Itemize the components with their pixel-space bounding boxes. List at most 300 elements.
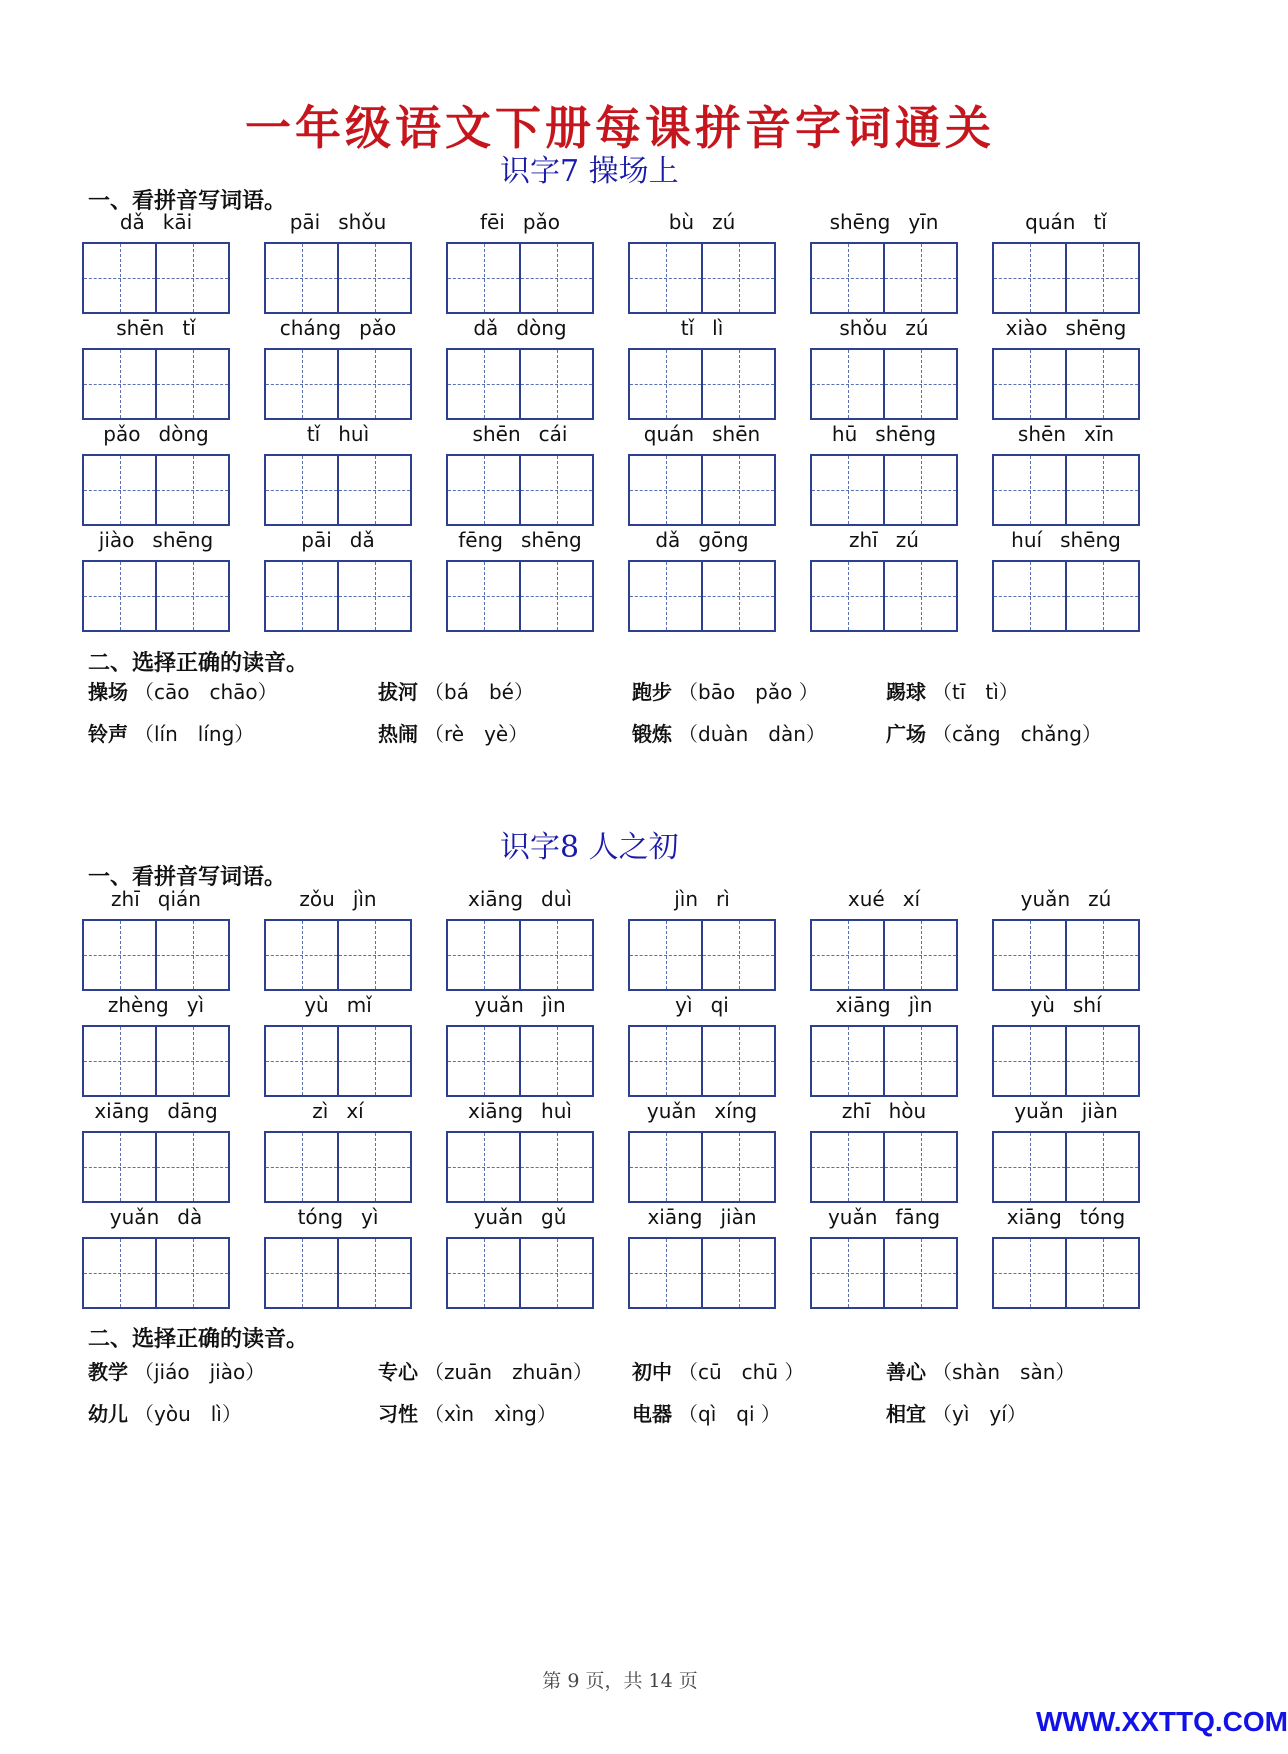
writing-cell[interactable] (812, 350, 883, 418)
tianzige-grid[interactable] (810, 1131, 958, 1203)
writing-cell[interactable] (266, 350, 337, 418)
pinyin-syllable: yì (361, 1205, 379, 1229)
writing-cell[interactable] (84, 1027, 155, 1095)
tianzige-grid[interactable] (810, 1237, 958, 1309)
tianzige-grid[interactable] (446, 560, 594, 632)
tianzige-grid[interactable] (82, 1131, 230, 1203)
writing-cell[interactable] (448, 1239, 519, 1307)
pinyin-syllable: shēng (520, 528, 582, 552)
pinyin-syllable: shēn (1017, 422, 1066, 446)
lesson-title: 识字8 人之初 (500, 830, 679, 865)
pinyin-label (264, 1205, 412, 1231)
writing-cell[interactable] (701, 456, 774, 524)
writing-cell[interactable] (630, 921, 701, 989)
pinyin-syllable: bù (668, 210, 695, 234)
writing-cell[interactable] (155, 921, 228, 989)
choice-word: 锻炼 (632, 722, 672, 746)
pinyin-syllable: jiào (98, 528, 135, 552)
tianzige-grid[interactable] (992, 242, 1140, 314)
page-footer: 第 9 页，共 14 页 (542, 1670, 698, 1692)
writing-cell[interactable] (994, 1027, 1065, 1095)
pinyin-syllable: xiāng (94, 1099, 150, 1123)
writing-cell[interactable] (266, 562, 337, 630)
pinyin-syllable: jìn (352, 887, 377, 911)
writing-cell[interactable] (337, 244, 410, 312)
pinyin-syllable: yīn (908, 210, 939, 234)
pinyin-syllable: zú (1088, 887, 1112, 911)
tianzige-grid[interactable] (82, 1237, 230, 1309)
pinyin-syllable: dǎ (655, 528, 681, 552)
writing-cell[interactable] (994, 456, 1065, 524)
writing-cell[interactable] (1065, 456, 1138, 524)
pinyin-syllable: xué (847, 887, 885, 911)
choice-options: （tī tì） (932, 680, 1019, 704)
pinyin-syllable: shēng (152, 528, 214, 552)
writing-cell[interactable] (883, 350, 956, 418)
pinyin-syllable: zì (312, 1099, 329, 1123)
tianzige-grid[interactable] (628, 454, 776, 526)
writing-cell[interactable] (266, 244, 337, 312)
pinyin-syllable: pǎo (103, 422, 141, 446)
writing-cell[interactable] (883, 562, 956, 630)
pinyin-syllable: duì (541, 887, 572, 911)
tianzige-grid[interactable] (992, 1131, 1140, 1203)
writing-cell[interactable] (266, 921, 337, 989)
writing-cell[interactable] (701, 1133, 774, 1201)
pinyin-label (810, 528, 958, 554)
pinyin-syllable: quán (1025, 210, 1076, 234)
pinyin-label (446, 528, 594, 554)
pinyin-syllable: shēn (712, 422, 761, 446)
tianzige-grid[interactable] (264, 454, 412, 526)
pinyin-syllable: zhī (111, 887, 140, 911)
choice-options: （xìn xìng） (424, 1402, 557, 1426)
writing-cell[interactable] (155, 562, 228, 630)
writing-cell[interactable] (1065, 1027, 1138, 1095)
writing-cell[interactable] (812, 1027, 883, 1095)
writing-cell[interactable] (883, 1027, 956, 1095)
tianzige-grid[interactable] (628, 1237, 776, 1309)
tianzige-grid[interactable] (82, 560, 230, 632)
writing-cell[interactable] (448, 1027, 519, 1095)
pronunciation-choice (632, 1356, 804, 1385)
pinyin-syllable: jìn (674, 887, 698, 911)
writing-cell[interactable] (994, 562, 1065, 630)
writing-cell[interactable] (701, 1239, 774, 1307)
tianzige-grid[interactable] (264, 1131, 412, 1203)
writing-cell[interactable] (84, 456, 155, 524)
tianzige-grid[interactable] (810, 454, 958, 526)
writing-cell[interactable] (994, 244, 1065, 312)
writing-cell[interactable] (448, 1133, 519, 1201)
choice-word: 踢球 (886, 680, 926, 704)
pinyin-syllable: shǒu (839, 316, 888, 340)
pinyin-syllable: kāi (162, 210, 193, 234)
pinyin-label (628, 1099, 776, 1125)
pinyin-label (446, 316, 594, 342)
pinyin-label (446, 422, 594, 448)
pronunciation-choice (88, 1356, 265, 1385)
choice-word: 广场 (886, 722, 926, 746)
pinyin-label (82, 316, 230, 342)
tianzige-grid[interactable] (810, 348, 958, 420)
pinyin-label (264, 993, 412, 1019)
pinyin-syllable: zhī (841, 1099, 871, 1123)
writing-cell[interactable] (337, 562, 410, 630)
pinyin-syllable: hū (831, 422, 858, 446)
tianzige-grid[interactable] (82, 242, 230, 314)
choice-options: （qì qi ） (678, 1402, 781, 1426)
writing-cell[interactable] (448, 244, 519, 312)
pinyin-label (264, 422, 412, 448)
section-heading-choose: 二、选择正确的读音。 (88, 650, 309, 676)
tianzige-grid[interactable] (264, 1237, 412, 1309)
pinyin-syllable: shēn (116, 316, 165, 340)
writing-cell[interactable] (701, 921, 774, 989)
choice-options: （cǎng chǎng） (932, 722, 1102, 746)
writing-cell[interactable] (630, 456, 701, 524)
writing-cell[interactable] (812, 921, 883, 989)
pinyin-syllable: xiāng (647, 1205, 703, 1229)
writing-cell[interactable] (701, 350, 774, 418)
pronunciation-choice (378, 676, 534, 705)
pinyin-label (810, 316, 958, 342)
pinyin-syllable: shēng (829, 210, 891, 234)
tianzige-grid[interactable] (82, 348, 230, 420)
pinyin-syllable: shēng (1060, 528, 1121, 552)
tianzige-grid[interactable] (446, 348, 594, 420)
pinyin-syllable: xí (902, 887, 921, 911)
pronunciation-choice (632, 718, 826, 747)
choice-options: （yì yí） (932, 1402, 1027, 1426)
pinyin-syllable: yuǎn (109, 1205, 160, 1229)
writing-cell[interactable] (155, 244, 228, 312)
writing-cell[interactable] (337, 1133, 410, 1201)
site-watermark: WWW.XXTTQ.COM (1036, 1706, 1288, 1737)
pinyin-label (810, 210, 958, 236)
page-title: 一年级语文下册每课拼音字词通关 (245, 101, 995, 155)
tianzige-grid[interactable] (992, 1237, 1140, 1309)
choice-word: 善心 (886, 1360, 926, 1384)
tianzige-grid[interactable] (264, 560, 412, 632)
writing-cell[interactable] (155, 350, 228, 418)
pinyin-label (810, 993, 958, 1019)
pinyin-syllable: yuǎn (1020, 887, 1071, 911)
writing-cell[interactable] (266, 1027, 337, 1095)
pinyin-syllable: yù (304, 993, 329, 1017)
pinyin-label (82, 887, 230, 913)
writing-cell[interactable] (155, 456, 228, 524)
writing-cell[interactable] (448, 562, 519, 630)
writing-cell[interactable] (84, 1239, 155, 1307)
writing-cell[interactable] (994, 921, 1065, 989)
pinyin-syllable: dǎ (349, 528, 375, 552)
pinyin-label (992, 993, 1140, 1019)
writing-cell[interactable] (812, 562, 883, 630)
writing-cell[interactable] (630, 1133, 701, 1201)
writing-cell[interactable] (84, 562, 155, 630)
writing-cell[interactable] (630, 562, 701, 630)
pinyin-syllable: pǎo (522, 210, 561, 234)
tianzige-grid[interactable] (810, 1025, 958, 1097)
pinyin-syllable: dòng (158, 422, 209, 446)
tianzige-grid[interactable] (264, 242, 412, 314)
tianzige-grid[interactable] (446, 1131, 594, 1203)
pinyin-syllable: xiāng (835, 993, 891, 1017)
pinyin-syllable: shēng (875, 422, 937, 446)
pinyin-label (446, 887, 594, 913)
pinyin-label (446, 210, 594, 236)
pinyin-syllable: yuǎn (827, 1205, 878, 1229)
writing-cell[interactable] (519, 244, 592, 312)
writing-cell[interactable] (448, 456, 519, 524)
writing-cell[interactable] (701, 244, 774, 312)
writing-cell[interactable] (994, 350, 1065, 418)
pinyin-syllable: gǔ (541, 1205, 567, 1229)
writing-cell[interactable] (266, 456, 337, 524)
pinyin-label (264, 528, 412, 554)
pinyin-label (628, 528, 776, 554)
tianzige-grid[interactable] (992, 919, 1140, 991)
writing-cell[interactable] (994, 1239, 1065, 1307)
writing-cell[interactable] (337, 456, 410, 524)
writing-cell[interactable] (84, 244, 155, 312)
writing-cell[interactable] (519, 350, 592, 418)
choice-options: （jiáo jiào） (134, 1360, 266, 1384)
pinyin-syllable: tóng (297, 1205, 344, 1229)
pronunciation-choice (378, 1398, 557, 1427)
pinyin-syllable: shēng (1065, 316, 1127, 340)
writing-cell[interactable] (812, 244, 883, 312)
tianzige-grid[interactable] (810, 560, 958, 632)
pinyin-label (82, 528, 230, 554)
writing-cell[interactable] (519, 456, 592, 524)
pinyin-syllable: qi (710, 993, 729, 1017)
writing-cell[interactable] (519, 921, 592, 989)
pinyin-syllable: huì (338, 422, 370, 446)
writing-cell[interactable] (1065, 562, 1138, 630)
pinyin-syllable: yù (1030, 993, 1055, 1017)
tianzige-grid[interactable] (82, 1025, 230, 1097)
pinyin-syllable: yì (675, 993, 693, 1017)
tianzige-grid[interactable] (628, 1131, 776, 1203)
pinyin-label (628, 993, 776, 1019)
writing-cell[interactable] (155, 1239, 228, 1307)
writing-cell[interactable] (883, 244, 956, 312)
writing-cell[interactable] (448, 921, 519, 989)
pinyin-label (82, 422, 230, 448)
pinyin-syllable: hòu (888, 1099, 927, 1123)
writing-cell[interactable] (883, 921, 956, 989)
choice-options: （zuān zhuān） (424, 1360, 593, 1384)
pronunciation-choice (886, 718, 1102, 747)
choice-options: （bāo pǎo ） (678, 680, 819, 704)
pinyin-syllable: fāng (895, 1205, 941, 1229)
tianzige-grid[interactable] (810, 242, 958, 314)
writing-cell[interactable] (1065, 1133, 1138, 1201)
pinyin-label (628, 1205, 776, 1231)
tianzige-grid[interactable] (992, 454, 1140, 526)
pinyin-label (264, 210, 412, 236)
writing-cell[interactable] (337, 350, 410, 418)
writing-cell[interactable] (519, 1133, 592, 1201)
pinyin-syllable: zú (895, 528, 919, 552)
pinyin-label (992, 528, 1140, 554)
writing-cell[interactable] (266, 1133, 337, 1201)
pinyin-syllable: tǐ (182, 316, 196, 340)
tianzige-grid[interactable] (992, 560, 1140, 632)
writing-cell[interactable] (519, 562, 592, 630)
writing-cell[interactable] (1065, 921, 1138, 989)
pinyin-syllable: xiāng (1006, 1205, 1062, 1229)
pinyin-syllable: cháng (279, 316, 342, 340)
choice-options: （shàn sàn） (932, 1360, 1076, 1384)
pinyin-label (446, 993, 594, 1019)
pinyin-label (264, 316, 412, 342)
pinyin-syllable: tǐ (680, 316, 695, 340)
choice-options: （duàn dàn） (678, 722, 826, 746)
section-heading-write: 一、看拼音写词语。 (88, 188, 287, 214)
pinyin-label (446, 1205, 594, 1231)
tianzige-grid[interactable] (446, 1025, 594, 1097)
pinyin-label (628, 316, 776, 342)
choice-word: 拔河 (378, 680, 418, 704)
pinyin-syllable: zú (905, 316, 929, 340)
pinyin-syllable: tǐ (306, 422, 321, 446)
pinyin-syllable: xiāng (468, 1099, 524, 1123)
pinyin-syllable: zhèng (107, 993, 169, 1017)
writing-cell[interactable] (812, 1133, 883, 1201)
pinyin-syllable: yuǎn (474, 993, 524, 1017)
pinyin-syllable: fēi (479, 210, 505, 234)
pinyin-syllable: jiàn (1081, 1099, 1118, 1123)
tianzige-grid[interactable] (628, 560, 776, 632)
writing-cell[interactable] (519, 1027, 592, 1095)
pinyin-label (82, 210, 230, 236)
tianzige-grid[interactable] (264, 348, 412, 420)
writing-cell[interactable] (701, 562, 774, 630)
writing-cell[interactable] (630, 350, 701, 418)
pinyin-syllable: zú (712, 210, 736, 234)
writing-cell[interactable] (84, 921, 155, 989)
writing-cell[interactable] (630, 1239, 701, 1307)
writing-cell[interactable] (812, 1239, 883, 1307)
tianzige-grid[interactable] (810, 919, 958, 991)
pinyin-syllable: jìn (908, 993, 933, 1017)
section-heading-write: 一、看拼音写词语。 (88, 864, 287, 890)
pinyin-syllable: zhī (849, 528, 878, 552)
writing-cell[interactable] (812, 456, 883, 524)
choice-options: （yòu lì） (134, 1402, 242, 1426)
section-heading-choose: 二、选择正确的读音。 (88, 1326, 309, 1352)
writing-cell[interactable] (701, 1027, 774, 1095)
pinyin-syllable: dāng (167, 1099, 218, 1123)
pinyin-syllable: jìn (541, 993, 566, 1017)
tianzige-grid[interactable] (628, 242, 776, 314)
pinyin-syllable: quán (643, 422, 695, 446)
choice-options: （rè yè） (424, 722, 529, 746)
pinyin-syllable: cái (538, 422, 568, 446)
pinyin-label (628, 887, 776, 913)
pinyin-syllable: huì (541, 1099, 572, 1123)
choice-word: 初中 (632, 1360, 672, 1384)
writing-cell[interactable] (994, 1133, 1065, 1201)
tianzige-grid[interactable] (82, 454, 230, 526)
pinyin-label (82, 1205, 230, 1231)
writing-cell[interactable] (1065, 244, 1138, 312)
pinyin-syllable: tǐ (1093, 210, 1107, 234)
tianzige-grid[interactable] (82, 919, 230, 991)
writing-cell[interactable] (337, 921, 410, 989)
writing-cell[interactable] (448, 350, 519, 418)
writing-cell[interactable] (1065, 1239, 1138, 1307)
pinyin-syllable: zǒu (299, 887, 335, 911)
tianzige-grid[interactable] (628, 348, 776, 420)
tianzige-grid[interactable] (446, 454, 594, 526)
lesson-title: 识字7 操场上 (500, 154, 679, 189)
writing-cell[interactable] (1065, 350, 1138, 418)
pinyin-syllable: yuǎn (473, 1205, 524, 1229)
choice-options: （lín líng） (134, 722, 255, 746)
writing-cell[interactable] (337, 1239, 410, 1307)
choice-word: 电器 (632, 1402, 672, 1426)
writing-cell[interactable] (84, 1133, 155, 1201)
pinyin-label (628, 422, 776, 448)
writing-cell[interactable] (630, 244, 701, 312)
tianzige-grid[interactable] (264, 919, 412, 991)
tianzige-grid[interactable] (992, 1025, 1140, 1097)
pinyin-syllable: dòng (516, 316, 567, 340)
tianzige-grid[interactable] (264, 1025, 412, 1097)
writing-cell[interactable] (883, 456, 956, 524)
pinyin-label (992, 316, 1140, 342)
pinyin-label (82, 993, 230, 1019)
pinyin-label (82, 1099, 230, 1125)
pinyin-label (810, 1099, 958, 1125)
tianzige-grid[interactable] (628, 919, 776, 991)
pronunciation-choice (886, 676, 1019, 705)
writing-cell[interactable] (155, 1027, 228, 1095)
tianzige-grid[interactable] (446, 919, 594, 991)
tianzige-grid[interactable] (446, 242, 594, 314)
pronunciation-choice (88, 676, 278, 705)
pinyin-syllable: dà (177, 1205, 203, 1229)
choice-word: 跑步 (632, 680, 672, 704)
pinyin-syllable: xiāng (468, 887, 524, 911)
pronunciation-choice (378, 718, 528, 747)
tianzige-grid[interactable] (992, 348, 1140, 420)
writing-cell[interactable] (519, 1239, 592, 1307)
writing-cell[interactable] (883, 1239, 956, 1307)
pinyin-label (264, 887, 412, 913)
tianzige-grid[interactable] (628, 1025, 776, 1097)
pinyin-syllable: jiàn (720, 1205, 757, 1229)
writing-cell[interactable] (155, 1133, 228, 1201)
writing-cell[interactable] (883, 1133, 956, 1201)
tianzige-grid[interactable] (446, 1237, 594, 1309)
pinyin-syllable: xiào (1005, 316, 1048, 340)
writing-cell[interactable] (337, 1027, 410, 1095)
pinyin-syllable: yì (186, 993, 205, 1017)
pinyin-syllable: dǎ (119, 210, 145, 234)
choice-word: 习性 (378, 1402, 418, 1426)
writing-cell[interactable] (84, 350, 155, 418)
writing-cell[interactable] (266, 1239, 337, 1307)
writing-cell[interactable] (630, 1027, 701, 1095)
choice-word: 幼儿 (88, 1402, 128, 1426)
choice-options: （cāo chāo） (134, 680, 278, 704)
pinyin-label (992, 1099, 1140, 1125)
